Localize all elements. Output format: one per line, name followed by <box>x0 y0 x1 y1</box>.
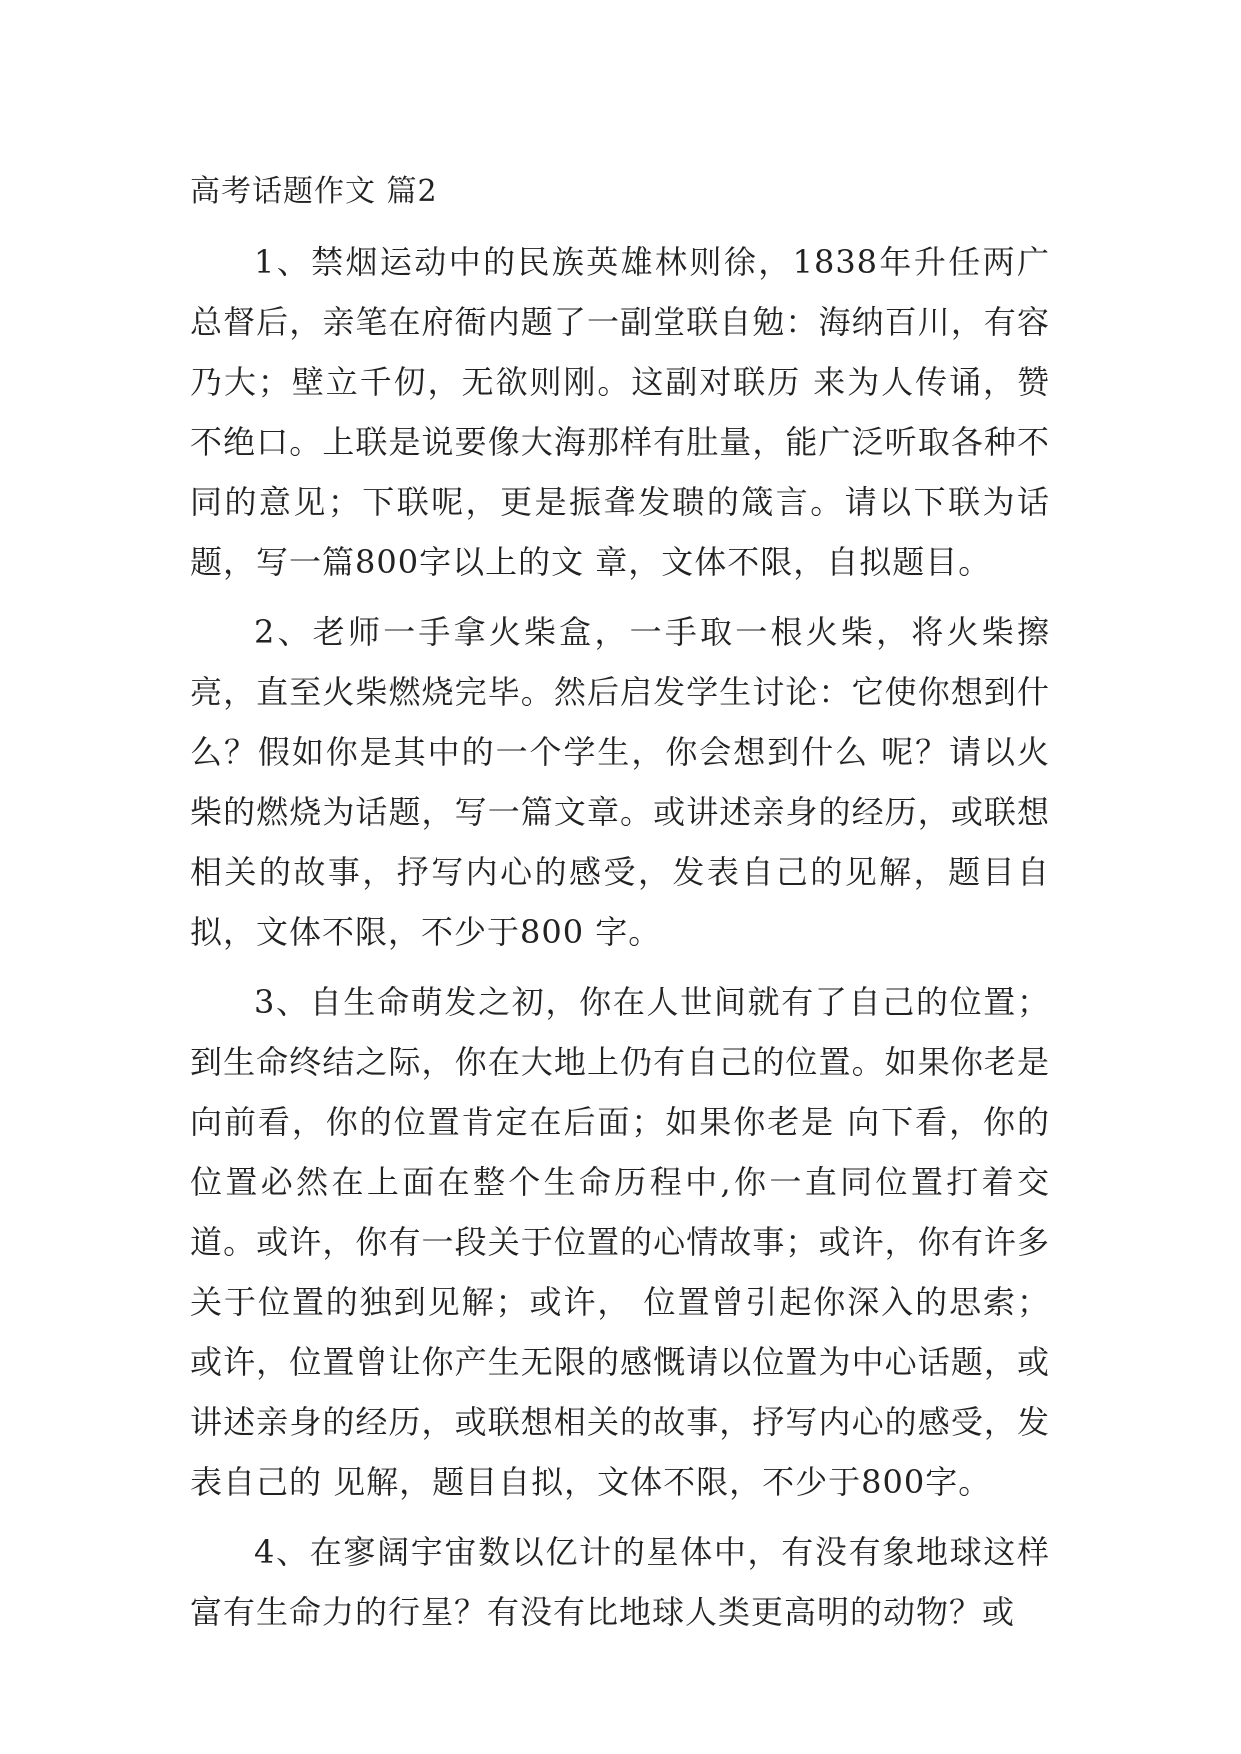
document-body <box>190 162 1050 1652</box>
paragraph-4: 4、在寥阔宇宙数以亿计的星体中，有没有象地球这样富有生命力的行星？有没有比地球人类更高明的动物？或 <box>190 1533 1050 1631</box>
paragraph-3: 3、自生命萌发之初，你在人世间就有了自己的位置；到生命终结之际，你在大地上仍有自己的位置。如果你老是向前看，你的位置肯定在后面；如果你老是 向下看，你的位置必然在上面在整个生命历程中,你一直同位置打着交道。或许，你有一段关于位置的心情故事；或许，你有许多关于位置的独到见解；或许， 位置曾引起你深入的思索；或许，位置曾让你产生无限的感慨请以位置为中心话题，或讲述亲身的经历，或联想相关的故事，抒写内心的感受，发表自己的 见解，题目自拟，文体不限，不少于800字。 <box>190 983 1050 1501</box>
document-title: 高考话题作文 篇2 <box>190 174 438 209</box>
paragraph-1: 1、禁烟运动中的民族英雄林则徐，1838年升任两广总督后，亲笔在府衙内题了一副堂联自勉：海纳百川，有容乃大；壁立千仞，无欲则刚。这副对联历 来为人传诵，赞不绝口。上联是说要像大海那样有肚量，能广泛听取各种不同的意见；下联呢，更是振聋发聩的箴言。请以下联为话题，写一篇800字以上的文 章，文体不限，自拟题目。 <box>190 243 1050 581</box>
paragraph-2: 2、老师一手拿火柴盒，一手取一根火柴，将火柴擦亮，直至火柴燃烧完毕。然后启发学生讨论：它使你想到什么？假如你是其中的一个学生，你会想到什么 呢？请以火柴的燃烧为话题，写一篇文章。或讲述亲身的经历，或联想相关的故事，抒写内心的感受，发表自己的见解，题目自拟，文体不限，不少于800 字。 <box>190 613 1050 951</box>
